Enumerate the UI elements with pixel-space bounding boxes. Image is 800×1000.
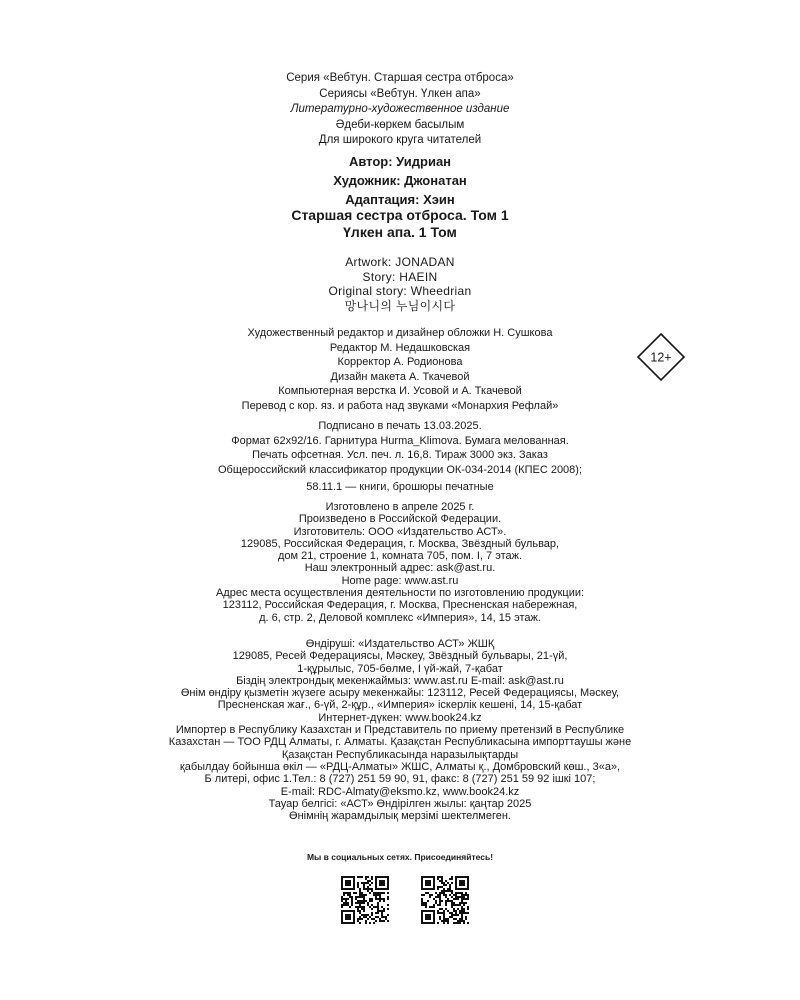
kz-line: E-mail: RDC-Almaty@eksmo.kz, www.book24.kz xyxy=(280,785,520,798)
series-block xyxy=(60,71,740,149)
credits-block xyxy=(60,152,740,209)
story-credit: Story: HAEIN xyxy=(362,269,438,284)
kz-line: Өнім өндіру қызметін жүзеге асыру мекенжайы: 123112, Ресей Федерациясы, Мәскеу, xyxy=(180,687,620,700)
social-text: Мы в социальных сетях. Присоединяйтесь! xyxy=(306,852,494,862)
manufacturer-line: 129085, Российская Федерация, г. Москва, Звёздный бульвар, xyxy=(240,537,560,550)
staff-line: Перевод с кор. яз. и работа над звуками «Монархия Рефлай» xyxy=(241,399,559,412)
print-line: Общероссийский классификатор продукции ОК-034-2014 (КПЕС 2008); xyxy=(217,463,583,476)
staff-line: Художественный редактор и дизайнер обложки Н. Сушкова xyxy=(247,327,553,339)
original-story-credit: Original story: Wheedrian xyxy=(328,284,472,298)
manufacturer-line: дом 21, строение 1, комната 705, пом. I, 7 этаж. xyxy=(277,550,523,563)
manufacturer-line: Изготовитель: ООО «Издательство АСТ». xyxy=(293,525,507,538)
book-title-block xyxy=(60,207,740,241)
book-title-kz: Үлкен апа. 1 Том xyxy=(343,224,457,240)
series-ru: Серия «Вебтун. Старшая сестра отброса» xyxy=(286,72,514,84)
print-line: Подписано в печать 13.03.2025. xyxy=(318,420,482,432)
kazakhstan-info-block xyxy=(60,638,740,822)
audience: Для широкого круга читателей xyxy=(318,134,482,146)
kz-line: Тауар белгісі: «АСТ» Өндірілген жылы: қаңтар 2025 xyxy=(268,797,532,810)
social-networks-caption xyxy=(60,852,740,863)
print-line: Печать офсетная. Усл. печ. л. 16,8. Тираж 3000 экз. Заказ xyxy=(252,449,548,461)
kz-line: Пресненская жағ., 6-үй, 2-құр., «Империя» іскерлік кешені, 14, 15-қабат xyxy=(217,699,583,712)
author: Автор: Уидриан xyxy=(348,154,452,169)
kz-line: Өндіруші: «Издательство АСТ» ЖШҚ xyxy=(305,638,495,650)
okp-line: 58.11.1 — книги, брошюры печатные xyxy=(306,481,494,493)
series-kz: Сериясы «Вебтун. Үлкен апа» xyxy=(319,87,481,100)
age-rating-badge xyxy=(636,332,686,382)
staff-line: Дизайн макета А. Ткачевой xyxy=(330,370,470,383)
manufacturer-line: Изготовлено в апреле 2025 г. xyxy=(325,501,475,513)
genre-kz: Әдеби-көркем басылым xyxy=(335,118,465,131)
kz-line: Біздің электрондық мекенжаймыз: www.ast.ru E-mail: ask@ast.ru xyxy=(236,674,564,687)
kz-line: Өнімнің жарамдылық мерзімі шектелмеген. xyxy=(289,810,511,823)
print-block xyxy=(60,419,740,477)
kz-line: Б литері, офис 1.Тел.: 8 (727) 251 59 90, 91, факс: 8 (727) 251 59 92 ішкі 107; xyxy=(204,773,596,786)
adaptation: Адаптация: Хэин xyxy=(345,192,455,207)
qr-code-icon[interactable] xyxy=(341,876,389,924)
qr-code-icon[interactable] xyxy=(421,876,469,924)
manufacturer-line: Произведено в Российской Федерации. xyxy=(298,513,502,526)
genre-ru: Литературно-художественное издание xyxy=(290,103,510,115)
manufacturer-block xyxy=(60,501,740,624)
kz-line: 129085, Ресей Федерациясы, Мәскеу, Звёздный бульвары, 21-үй, xyxy=(232,650,568,663)
kz-line: 1-құрылыс, 705-бөлме, I үй-жай, 7-қабат xyxy=(297,662,503,675)
artist: Художник: Джонатан xyxy=(333,173,467,188)
manufacturer-line: Наш электронный адрес: ask@ast.ru. xyxy=(304,562,496,575)
manufacturer-line: д. 6, стр. 2, Деловой комплекс «Империя», 14, 15 этаж. xyxy=(259,611,541,624)
staff-line: Компьютерная верстка И. Усовой и А. Ткачевой xyxy=(278,385,522,397)
original-credits-block xyxy=(60,255,740,313)
kz-line: Казахстан — ТОО РДЦ Алматы, г. Алматы. Қазақстан Республикасына импорттаушы және xyxy=(168,736,632,749)
kz-line: Интернет-дүкен: www.book24.kz xyxy=(318,711,482,724)
print-line: Формат 62x92/16. Гарнитура Hurma_Klimova. Бумага мелованная. xyxy=(231,434,569,447)
manufacturer-line: 123112, Российская Федерация, г. Москва, Пресненская набережная, xyxy=(222,599,578,612)
staff-line: Редактор М. Недашковская xyxy=(329,341,471,354)
manufacturer-line: Адрес места осуществления деятельности по изготовлению продукции: xyxy=(215,587,585,600)
kz-line: Қазақстан Республикасында наразылықтарды xyxy=(281,748,519,761)
manufacturer-line: Home page: www.ast.ru xyxy=(341,574,459,587)
book-title-ru: Старшая сестра отброса. Том 1 xyxy=(291,207,509,223)
korean-title: 망나니의 누님이시다 xyxy=(344,298,456,313)
okp-code xyxy=(60,480,740,494)
staff-line: Корректор А. Родионова xyxy=(337,356,463,368)
artwork-credit: Artwork: JONADAN xyxy=(345,255,455,269)
kz-line: Импортер в Республику Казахстан и Представитель по приему претензий в Республике xyxy=(175,724,625,737)
age-rating-text: 12+ xyxy=(650,350,672,365)
kz-line: қабылдау бойынша өкіл — «РДЦ-Алматы» ЖШС, Алматы қ., Домбровский көш., 3«а», xyxy=(179,760,621,773)
